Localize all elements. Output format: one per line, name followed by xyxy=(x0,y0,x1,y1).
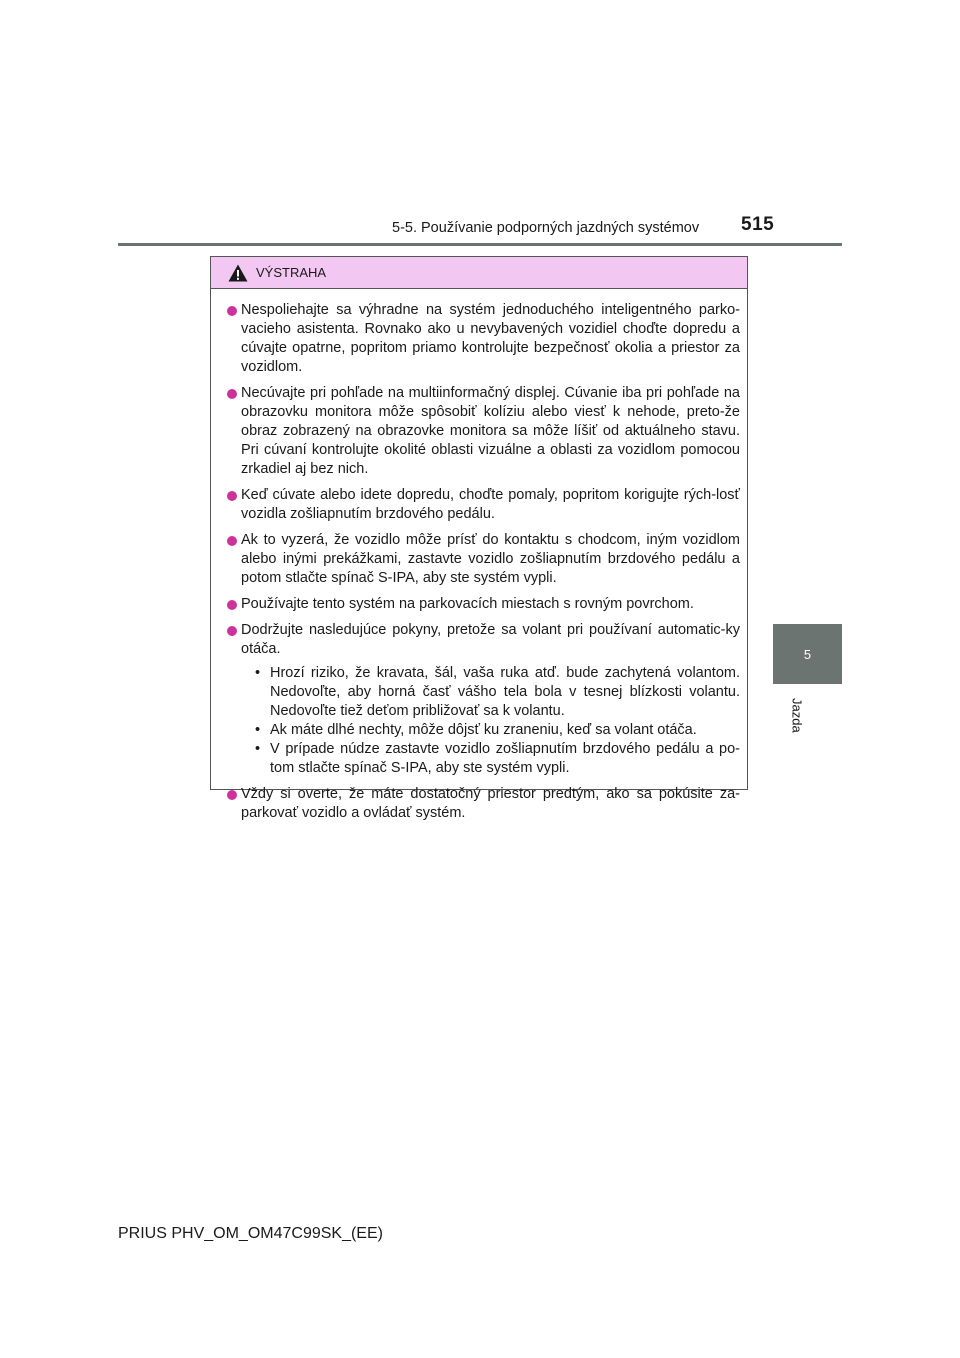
warning-item xyxy=(227,301,740,377)
warning-subitem-text: Hrozí riziko, že kravata, šál, vaša ruka atď. bude zachytená volantom. Nedovoľte, aby horná časť vášho tela bola v tesnej blízkosti volantu. Nedovoľte tiež deťom približovať sa k volantu. xyxy=(270,665,740,719)
warning-box xyxy=(210,256,748,821)
warning-sublist xyxy=(241,664,740,778)
warning-item-text: Nespoliehajte sa výhradne na systém jednoduchého inteligentného parko-vacieho asistenta. Rovnako ako u nevybavených vozidiel choďte dopredu a cúvajte opatrne, popritom priamo kontrolujte bezpečnosť okolia a priestor za vozidlom. xyxy=(241,302,740,375)
warning-item-text: Dodržujte nasledujúce pokyny, pretože sa volant pri používaní automatic-ky otáča. xyxy=(241,622,740,657)
bullet-icon xyxy=(227,626,237,636)
bullet-icon xyxy=(227,491,237,501)
bullet-icon xyxy=(227,389,237,399)
chapter-tab xyxy=(773,624,842,684)
warning-item-text: Vždy si overte, že máte dostatočný priestor predtým, ako sa pokúsite za-parkovať vozidlo a ovládať systém. xyxy=(241,786,740,821)
warning-subitem xyxy=(241,740,740,778)
warning-body xyxy=(211,289,747,823)
warning-subitem xyxy=(241,721,740,740)
header-divider xyxy=(118,243,842,246)
page-number: 515 xyxy=(741,214,775,235)
chapter-number: 5 xyxy=(803,646,812,662)
section-title: 5-5. Používanie podporných jazdných systémov xyxy=(392,220,700,236)
document-code: PRIUS PHV_OM_OM47C99SK_(EE) xyxy=(118,1225,383,1242)
warning-item xyxy=(227,486,740,524)
warning-header xyxy=(211,257,747,289)
sub-bullet: • xyxy=(255,722,261,738)
bullet-icon xyxy=(227,536,237,546)
warning-triangle-icon xyxy=(228,264,248,282)
bullet-icon xyxy=(227,790,237,800)
bullet-icon xyxy=(227,306,237,316)
warning-item-text: Používajte tento systém na parkovacích miestach s rovným povrchom. xyxy=(241,596,694,612)
warning-item xyxy=(227,785,740,823)
warning-item xyxy=(227,384,740,479)
warning-item xyxy=(227,595,740,614)
warning-item-text: Keď cúvate alebo idete dopredu, choďte pomaly, popritom korigujte rých-losť vozidla zošliapnutím brzdového pedálu. xyxy=(241,487,740,522)
warning-item-text: Ak to vyzerá, že vozidlo môže prísť do kontaktu s chodcom, iným vozidlom alebo inými prekážkami, zastavte vozidlo zošliapnutím brzdového pedálu a potom stlačte spínač S-IPA, aby ste systém vypli. xyxy=(241,532,740,586)
warning-subitem-text: Ak máte dlhé nechty, môže dôjsť ku zraneniu, keď sa volant otáča. xyxy=(270,722,697,738)
warning-subitem-text: V prípade núdze zastavte vozidlo zošliapnutím brzdového pedálu a po-tom stlačte spínač S-IPA, aby ste systém vypli. xyxy=(270,741,740,776)
warning-subitem xyxy=(241,664,740,721)
sub-bullet: • xyxy=(255,741,261,757)
bullet-icon xyxy=(227,600,237,610)
warning-item-text: Necúvajte pri pohľade na multiinformačný displej. Cúvanie iba pri pohľade na obrazovku monitora môže spôsobiť kolíziu alebo viesť k nehode, preto-že obraz zobrazený na obrazovke monitora sa môže líšiť od aktuálneho stavu. Pri cúvaní kontrolujte okolité oblasti vizuálne a oblasti za vozidlom pomocou zrkadiel aj bez nich. xyxy=(241,385,740,477)
warning-item xyxy=(227,531,740,588)
chapter-label: Jazda xyxy=(789,697,805,733)
sub-bullet: • xyxy=(255,665,261,681)
warning-item xyxy=(227,621,740,778)
warning-title: VÝSTRAHA xyxy=(256,265,327,280)
